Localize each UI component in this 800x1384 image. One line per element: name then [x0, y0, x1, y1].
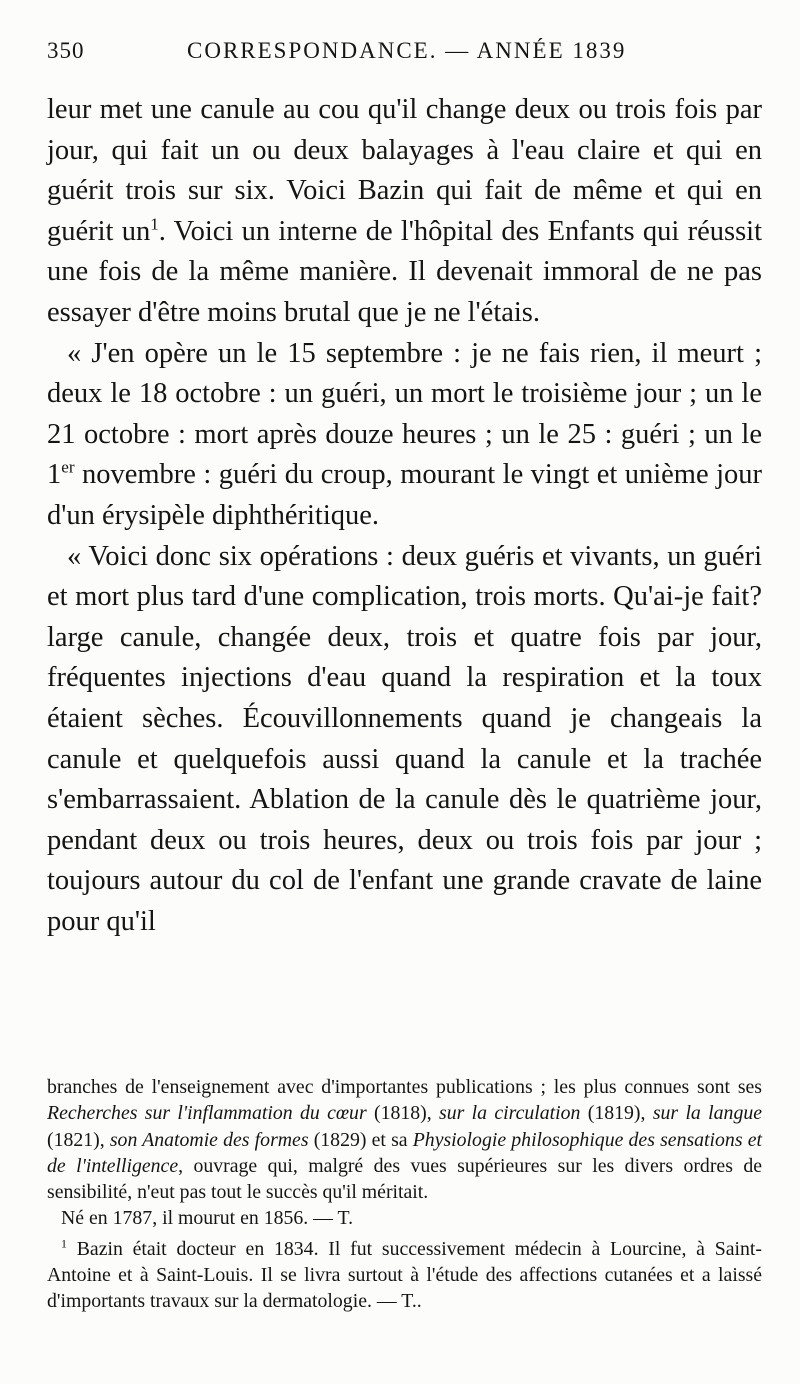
- footnotes: [47, 1074, 762, 1315]
- ordinal-superscript: er: [61, 457, 75, 477]
- footnote-title: sur la circulation: [439, 1102, 581, 1125]
- footnote-text: branches de l'enseignement avec d'importantes publications ; les plus connues sont ses: [47, 1076, 762, 1098]
- footnote-number: 1: [61, 1236, 67, 1251]
- paragraph-1: [47, 90, 762, 334]
- footnote-text: (1821),: [47, 1128, 110, 1151]
- paragraph-3: « Voici donc six opérations : deux guéris et vivants, un guéri et mort plus tard d'une complication, trois morts. Qu'ai-je fait? large canule, changée deux, trois et quatre fois par jour, fréquentes injections d'eau quand la respiration et la toux étaient sèches. Écouvillonnements quand je changeais la canule et quelquefois aussi quand la canule et la trachée s'embarrassaient. Ablation de la canule dès le quatrième jour, pendant deux ou trois heures, deux ou trois fois par jour ; toujours autour du col de l'enfant une grande cravate de laine pour qu'il: [47, 540, 762, 937]
- footnote-1: [47, 1236, 762, 1315]
- footnote-text: (1819),: [580, 1102, 653, 1125]
- footnote-text: (1818),: [366, 1102, 440, 1125]
- footnote-text: , ouvrage qui, malgré des vues supérieures sur les divers ordres de sensibilité, n'eut pas tout le succès qu'il méritait.: [47, 1154, 762, 1204]
- footnote-title: Physiologie philosophique des sensations et de l'intelligence: [47, 1128, 762, 1177]
- paragraph-1-text: leur met une canule au cou qu'il change deux ou trois fois par jour, qui fait un ou deux balayages à l'eau claire et qui en guérit trois sur six. Voici Bazin qui fait de même et qui en guérit un: [47, 94, 762, 247]
- footnote-title: sur la langue: [652, 1102, 763, 1125]
- footnote-ref: 1: [150, 214, 159, 234]
- paragraph-1-end: . Voici un interne de l'hôpital des Enfants qui réussit une fois de la même manière. Il devenait immoral de ne pas essayer d'être moins brutal que je ne l'étais.: [47, 215, 762, 328]
- page-header: [47, 38, 760, 78]
- footnote-continuation: [47, 1074, 762, 1205]
- paragraph-2-text-a: « J'en opère un le 15 septembre : je ne fais rien, il meurt ; deux le 18 octobre : un guéri, un mort le troisième jour ; un le 21 octobre : mort après douze heures ; un le 25 : guéri ; un le 1: [47, 337, 762, 491]
- footnote-title: Recherches sur l'inflammation du cœur: [47, 1102, 367, 1125]
- running-title: CORRESPONDANCE. — ANNÉE 1839: [187, 38, 627, 63]
- main-text: [47, 90, 762, 942]
- footnote-title: son Anatomie des formes: [109, 1128, 309, 1151]
- paragraph-2-text-b: novembre : guéri du croup, mourant le vingt et unième jour d'un érysipèle diphthéritique.: [47, 459, 762, 531]
- footnote-dates: Né en 1787, il mourut en 1856. — T.: [61, 1207, 354, 1230]
- footnote-1-text: Bazin était docteur en 1834. Il fut successivement médecin à Lourcine, à Saint-Antoine et à Saint-Louis. Il se livra surtout à l'étude des affections cutanées et a laissé d'importants travaux sur la dermatologie. — T..: [47, 1237, 762, 1313]
- footnote-text: (1829) et sa: [308, 1128, 413, 1151]
- page-number: 350: [47, 38, 85, 63]
- paragraph-2: [47, 334, 762, 537]
